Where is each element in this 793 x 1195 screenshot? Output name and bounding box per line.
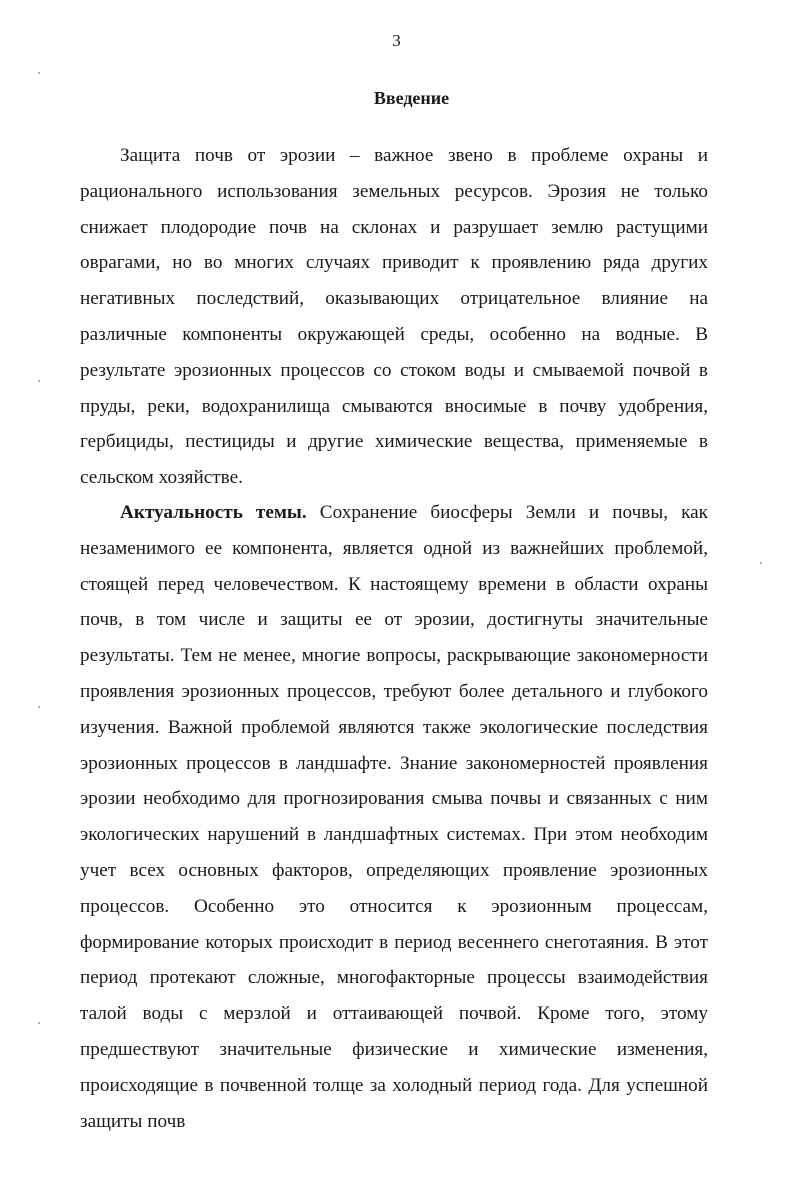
paragraph-2-text: Сохранение биосферы Земли и почвы, как незаменимого ее компонента, является одной из важнейших проблемой, стоящей перед человечеством. К настоящему времени в области охраны почв, в том числе и защиты ее от эрозии, достигнуты значительные результаты. Тем не менее, многие вопросы, раскрывающие закономерности проявления эрозионных процессов, требуют более детального и глубокого изучения. Важной проблемой являются также экологические последствия эрозионных процессов в ландшафте. Знание закономерностей проявления эрозии необходимо для прогнозирования смыва почвы и связанных с ним экологических нарушений в ландшафтных системах. При этом необходим учет всех основных факторов, определяющих проявление эрозионных процессов. Особенно это относится к эрозионным процессам, формирование которых происходит в период весеннего снеготаяния. В этот период протекают сложные, многофакторные процессы взаимодействия талой воды с мерзлой и оттаивающей почвой. Кроме того, этому предшествуют значительные физические и химические изменения, происходящие в почвенной толще за холодный период года. Для успешной защиты почв [80, 502, 708, 1132]
scan-speck [760, 562, 762, 564]
scan-speck [38, 1022, 40, 1024]
paragraph-introduction [80, 138, 708, 496]
paragraph-1-text: Защита почв от эрозии – важное звено в проблеме охраны и рационального использования земельных ресурсов. Эрозия не только снижает плодородие почв на склонах и разрушает землю растущими оврагами, но во многих случаях приводит к проявлению ряда других негативных последствий, оказывающих отрицательное влияние на различные компоненты окружающей среды, особенно на водные. В результате эрозионных процессов со стоком воды и смываемой почвой в пруды, реки, водохранилища смываются вносимые в почву удобрения, гербициды, пестициды и другие химические вещества, применяемые в сельском хозяйстве. [80, 145, 708, 489]
section-title: Введение [373, 88, 450, 108]
paragraph-2 [80, 495, 708, 1139]
paragraph-2-lead: Актуальность темы. [120, 502, 307, 523]
paragraph-relevance [80, 495, 708, 1139]
paragraph-1 [80, 138, 708, 496]
page-number: 3 [392, 31, 401, 50]
scan-speck [38, 380, 40, 382]
scan-speck [38, 72, 40, 74]
scan-speck [38, 706, 40, 708]
